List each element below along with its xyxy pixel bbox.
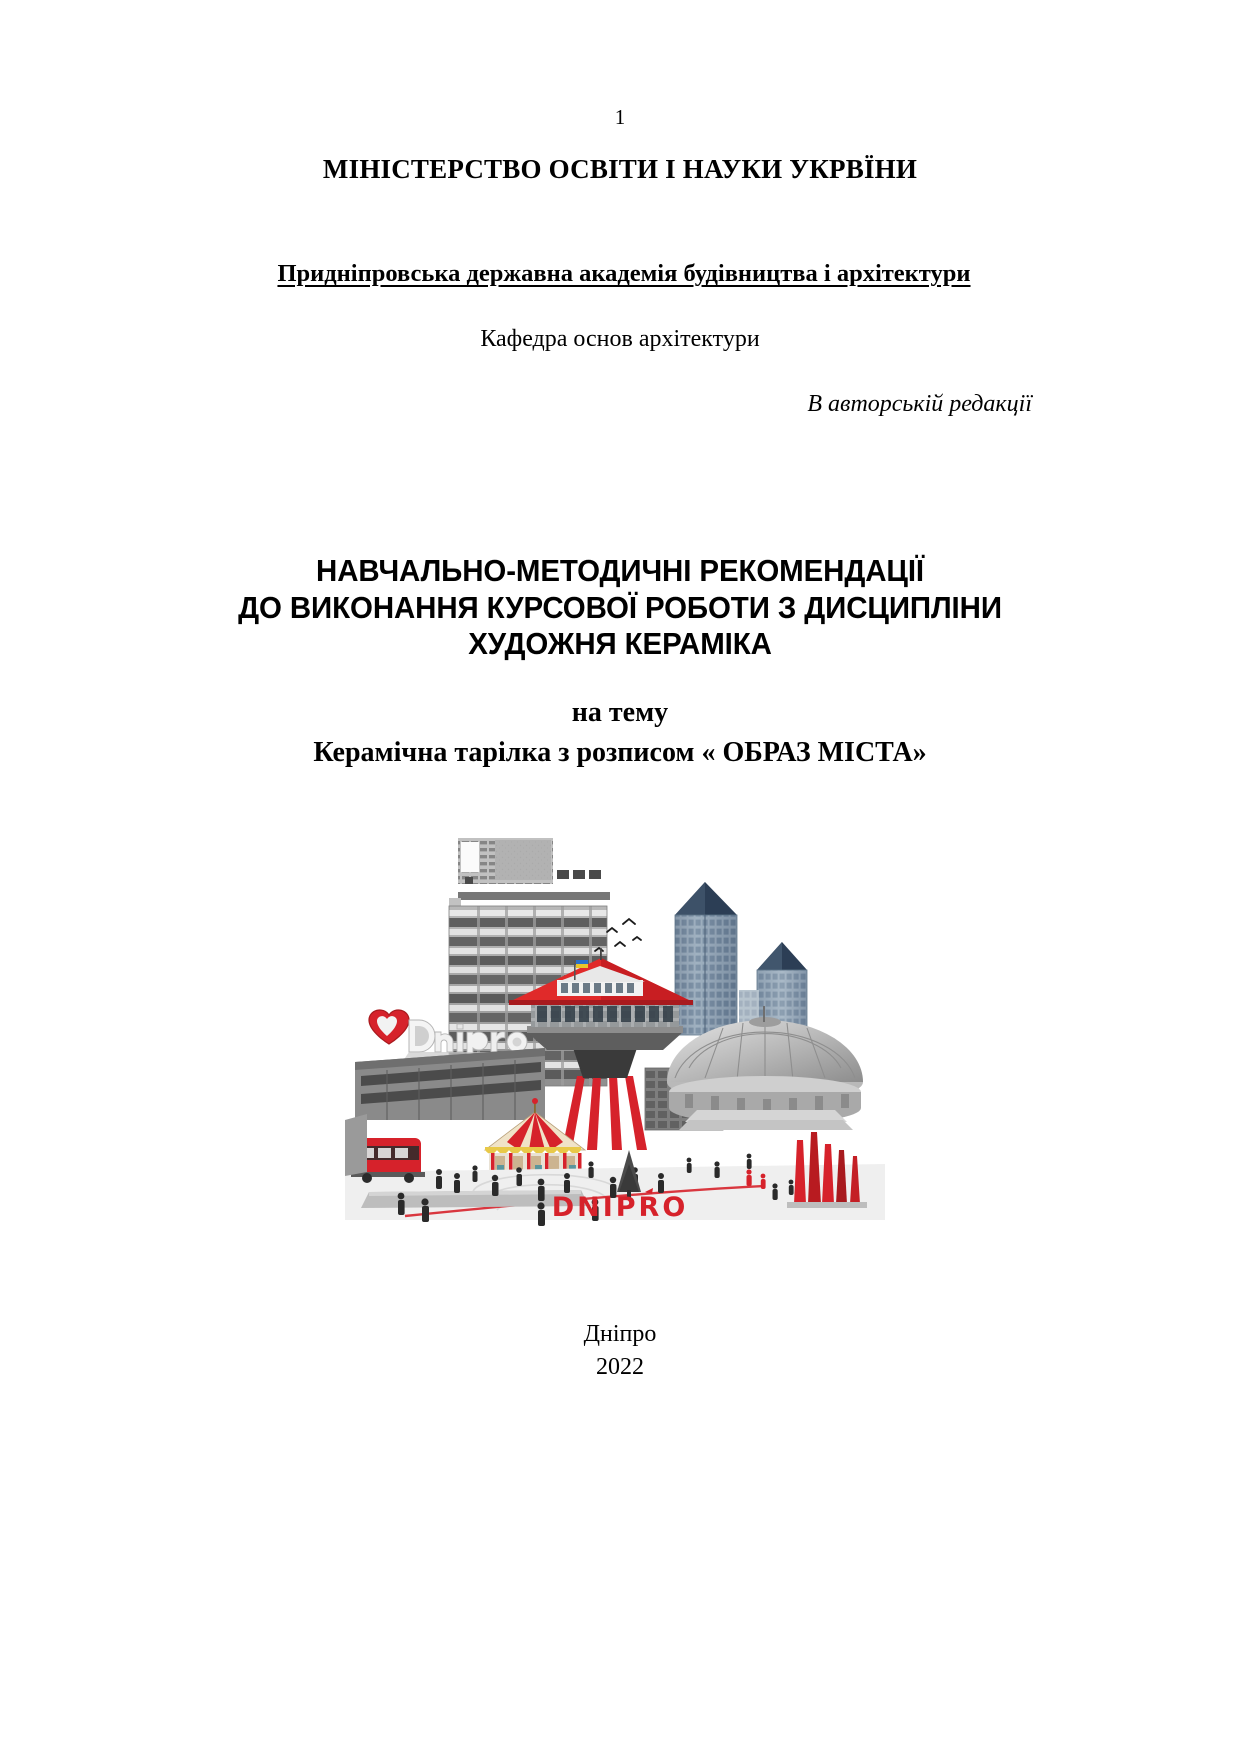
ministry-heading: МІНІСТЕРСТВО ОСВІТИ І НАУКИ УКРВЇНИ	[322, 154, 918, 184]
low-pavilion-building	[355, 1048, 545, 1120]
topic-block	[0, 693, 1240, 773]
topic-label: на тему	[571, 697, 669, 728]
main-title-line-1: НАВЧАЛЬНО-МЕТОДИЧНІ РЕКОМЕНДАЦІЇ	[316, 553, 924, 588]
department-heading: Кафедра основ архітектури	[480, 326, 760, 352]
topic-value: Керамічна тарілка з розписом « ОБРАЗ МІСТА»	[313, 737, 927, 768]
footer-city: Дніпро	[583, 1321, 657, 1347]
academy-heading: Придніпровська державна академія будівництва і архітектури	[277, 260, 971, 287]
academy-heading-wrapper	[0, 258, 1240, 290]
footer-year: 2022	[596, 1354, 644, 1380]
page-number: 1	[614, 105, 626, 129]
city-collage-illustration	[345, 820, 885, 1240]
author-edition-note: В авторській редакції	[807, 391, 1032, 417]
main-title	[31, 553, 1209, 663]
left-wall	[345, 1114, 367, 1176]
glass-tower-right	[675, 882, 737, 1035]
illustration-caption: DNIPRO	[551, 1192, 689, 1223]
main-title-line-3: ХУДОЖНЯ КЕРАМІКА	[468, 626, 772, 661]
high-rise-top-block	[458, 838, 613, 900]
main-title-line-2: ДО ВИКОНАННЯ КУРСОВОЇ РОБОТИ З ДИСЦИПЛІНИ	[238, 589, 1002, 625]
